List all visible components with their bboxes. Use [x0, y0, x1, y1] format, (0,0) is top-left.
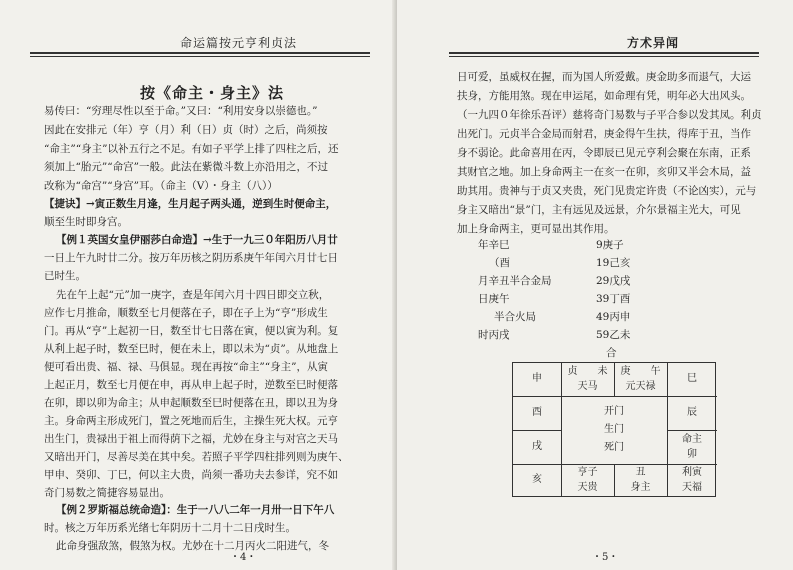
- palace-grid: [512, 362, 716, 497]
- left-page-number: ・4・: [230, 552, 257, 563]
- left-head-rule-thin: [30, 56, 370, 57]
- left-line-13: 门。再从“亨”上起初一日，数至廿七日落在寅，便以寅为利。复: [44, 325, 339, 337]
- left-line-15: 便可看出贵、福、禄、马俱显。现在再按“命主”“身主”，从寅: [44, 361, 328, 373]
- left-line-7: 顺至生时即身宫。: [44, 216, 128, 228]
- right-head-rule-thin: [449, 56, 759, 57]
- left-line-20: 又暗出开门，尽善尽美在其中矣。若照子平学四柱排列则为庚午、: [44, 451, 349, 463]
- palace-zi-star: 天贵: [577, 482, 598, 493]
- chart-xi-label: （酉: [489, 257, 510, 269]
- chart-luck-4: 39丁酉: [596, 293, 631, 305]
- left-line-21: 甲申、癸卯、丁巳，何以主大贵，尚须一番功夫去参详，究不如: [44, 469, 338, 481]
- palace-wu-label: 庚 午: [620, 366, 661, 377]
- palace-wu-star: 元天禄: [625, 381, 656, 392]
- right-line-4: 出死门。元贞半合金局而射君，庚金得午生扶，得库于丑，当作: [457, 128, 751, 140]
- chart-luck-1: 9庚子: [596, 239, 624, 251]
- palace-hai: 亥: [532, 474, 542, 485]
- chart-row-7: [606, 344, 617, 362]
- left-line-17: 在卯，即以卯为命主；从申起顺数至巳时便落在丑，即以丑为身: [44, 397, 338, 409]
- palace-yin-star: 天福: [682, 482, 702, 493]
- chart-fire-combo: 半合火局: [494, 311, 536, 323]
- left-line-5: 改称为“命宫”“身宫”耳。（命主（V）・身主（八））: [44, 180, 278, 192]
- left-line-1: 易传曰：“穷理尽性以至于命。”又曰：“利用安身以崇德也。”: [44, 105, 318, 117]
- chart-pillar-year: 年辛巳: [478, 239, 510, 251]
- left-line-3: “命主”“身主”以补五行之不足。有如子平学上排了四柱之后，还: [44, 143, 339, 155]
- left-line-10: 已时生。: [44, 270, 86, 282]
- left-line-9: 一日上午九时廿二分。按万年历核之阴历系庚午年闰六月廿七日: [44, 252, 338, 264]
- center-death-gate: 死门: [604, 442, 624, 453]
- chart-row-4: [478, 290, 630, 308]
- grid-hline-2: [513, 464, 717, 465]
- grid-hline-left: [513, 430, 561, 431]
- right-line-2: 扶身，方能用煞。现在申运尾，如命理有凭，明年必大出风头。: [457, 90, 751, 102]
- palace-wei-star: 天马: [577, 381, 598, 392]
- section-title: 按《命主・身主》法: [140, 84, 285, 102]
- chart-row-5: [478, 308, 630, 326]
- left-line-11: 先在午上起“元”加一庚字，查是年闰六月十四日即交立秋，: [56, 289, 330, 301]
- palace-chen: 辰: [687, 407, 697, 418]
- left-head-rule: [30, 52, 370, 54]
- palace-chou-star: 身主: [630, 482, 651, 493]
- left-line-6: 【捷诀】→寅正数生月逢，生月起子两头通，逆到生时便命主，: [44, 198, 337, 210]
- left-line-18: 主。身命两主形成死门，置之死地而后生，主操生死大权。元亨: [44, 415, 338, 427]
- palace-yin-label: 利寅: [682, 467, 702, 478]
- palace-you: 酉: [532, 407, 542, 418]
- chart-row-6: [478, 326, 630, 344]
- left-line-22: 奇门易数之简捷容易显出。: [44, 487, 170, 499]
- chart-luck-5: 49丙申: [596, 311, 631, 323]
- right-line-3: （一九四０年徐乐吾评）慈将奇门易数与子平合参以发其凤。利贞: [457, 109, 762, 121]
- left-line-19: 出生门，贵禄出于祖上而得荫下之福，尤妙在身主与对宫之天马: [44, 433, 338, 445]
- left-line-24: 时。核之万年历系光绪七年阴历十二月十二日戌时生。: [44, 522, 296, 534]
- chart-row-3: [478, 272, 630, 290]
- chart-luck-2: 19己亥: [596, 257, 631, 269]
- left-line-2: 因此在安排元（年）亨（月）利（日）贞（时）之后，尚须按: [44, 124, 328, 136]
- palace-mao-label: 命主: [682, 434, 702, 445]
- left-page: [0, 0, 396, 570]
- center-open-gate: 开门: [604, 406, 624, 417]
- chart-pillar-month: 月辛丑半合金局: [478, 275, 552, 287]
- left-line-4: 须加上“胎元”“命宫”一般。此法在紫微斗数上亦沿用之，不过: [44, 161, 328, 173]
- grid-hline-right: [667, 430, 717, 431]
- palace-wei-label: 贞 未: [567, 366, 608, 377]
- chart-luck-6: 59乙未: [596, 329, 631, 341]
- right-line-6: 其财官之地。加上身命两主一在亥一在卯，亥卯又半会木局，益: [457, 166, 751, 178]
- left-line-16: 上起正月，数至七月便在申，再从申上起子时，逆数至巳时便落: [44, 379, 338, 391]
- right-head-rule: [449, 52, 759, 54]
- palace-zi-label: 亨子: [577, 467, 598, 478]
- right-line-9: 加上身命两主，更可显出其作用。: [457, 223, 615, 235]
- right-page-number: ・5・: [592, 552, 619, 563]
- chart-row-1: [478, 236, 624, 254]
- center-life-gate: 生门: [604, 424, 624, 435]
- right-running-head: 方术异闻: [627, 36, 680, 50]
- right-line-5: 身不弱论。此命喜用在丙，令即辰已见元亨利会聚在东南，正系: [457, 147, 751, 159]
- palace-mao-branch: 卯: [687, 449, 697, 460]
- left-line-25: 此命身强敌煞，假煞为权。尤妙在十二月丙火二阳进气，冬: [56, 540, 329, 552]
- chart-pillar-day: 日庚午: [478, 293, 510, 305]
- chart-pillar-hour: 时丙戌: [478, 329, 510, 341]
- chart-combo-mark: 合: [606, 347, 617, 359]
- left-line-23: 【例２罗斯福总统命造】：生于一八八二年一月卅一日下午八: [56, 504, 335, 516]
- palace-shen: 申: [532, 373, 542, 384]
- right-line-8: 身主又暗出“景”门，主有远见及远景，介尔景福主光大，可见: [457, 204, 741, 216]
- palace-xu: 戌: [532, 441, 542, 452]
- palace-chou-label: 丑: [635, 467, 646, 478]
- palace-si: 巳: [687, 373, 697, 384]
- chart-luck-3: 29戊戌: [596, 275, 631, 287]
- right-line-1: 日可爱，虽威权在握，而为国人所爱戴。庚金助多而退气，大运: [457, 71, 751, 83]
- left-line-12: 应作七月推命，顺数至七月便落在子，即在子上为“亨”形成生: [44, 307, 328, 319]
- grid-hline-1: [513, 396, 717, 397]
- left-line-8: 【例１英国女皇伊丽莎白命造】→生于一九三０年阳历八月廿: [56, 234, 338, 246]
- left-running-head: 命运篇按元亨利贞法: [180, 36, 298, 50]
- left-line-14: 从利上起子时，数至巳时，便在未上，即以未为“贞”。从地盘上: [44, 343, 339, 355]
- right-line-7: 助其用。贵神与于贞又夹贵，死门见贵定许贵（不论凶实），元与: [457, 185, 757, 197]
